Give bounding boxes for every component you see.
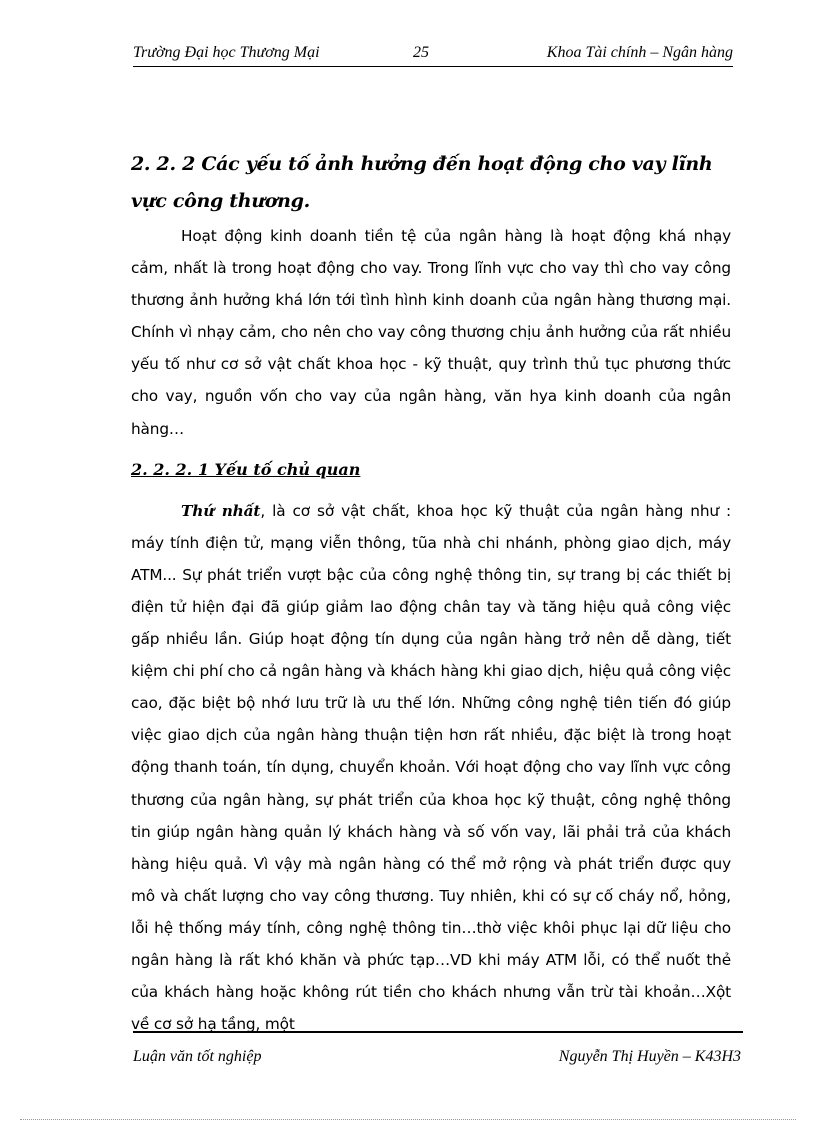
page-bottom-border — [20, 1119, 796, 1120]
section-heading: 2. 2. 2 Các yếu tố ảnh hưởng đến hoạt động cho vay lĩnh vực công thương. — [131, 153, 713, 212]
footer-divider — [133, 1031, 743, 1033]
header-school: Trường Đại học Thương Mại — [133, 44, 320, 61]
page-body — [131, 146, 731, 1040]
lead-term: Thứ nhất — [181, 501, 261, 520]
body-text: , là cơ sở vật chất, khoa học kỹ thuật của ngân hàng như : máy tính điện tử, mạng viễn thông, tũa nhà chi nhánh, phòng giao dịch, máy ATM... Sự phát triển vượt bậc của công nghệ thông tin, sự trang bị các thiết bị điện tử hiện đại đã giúp giảm lao động chân tay và tăng hiệu quả công việc gấp nhiều lần. Giúp hoạt động tín dụng của ngân hàng trở nên dễ dàng, tiết kiệm chi phí cho cả ngân hàng và khách hàng khi giao dịch, hiệu quả công việc cao, đặc biệt bộ nhớ lưu trữ là ưu thế lớn. Những công nghệ tiên tiến đó giúp việc giao dịch của ngân hàng thuận tiện hơn rất nhiều, đặc biệt là trong hoạt động thanh toán, tín dụng, chuyển khoản. Với hoạt động cho vay lĩnh vực công thương của ngân hàng, sự phát triển của khoa học kỹ thuật, công nghệ thông tin giúp ngân hàng quản lý khách hàng và số vốn vay, lãi phải trả của khách hàng hiệu quả. Vì vậy mà ngân hàng có thể mở rộng và phát triển được quy mô và chất lượng cho vay công thương. Tuy nhiên, khi có sự cố cháy nổ, hỏng, lỗi hệ thống máy tính, công nghệ thông tin…thờ việc khôi phục lại dữ liệu cho ngân hàng là rất khó khăn và phức tạp…VD khi máy ATM lỗi, có thể nuốt thẻ của khách hàng hoặc không rút tiền cho khách nhưng vẫn trừ tài khoản…Xột về cơ sở hạ tầng, một — [131, 501, 731, 1034]
footer-title: Luận văn tốt nghiệp — [133, 1048, 262, 1065]
header-divider — [133, 66, 733, 67]
page-header — [133, 40, 733, 66]
body-paragraph — [131, 495, 731, 1041]
header-faculty: Khoa Tài chính – Ngân hàng — [546, 44, 733, 61]
footer-author: Nguyễn Thị Huyền – K43H3 — [558, 1048, 741, 1065]
intro-paragraph: Hoạt động kinh doanh tiền tệ của ngân hàng là hoạt động khá nhạy cảm, nhất là trong hoạt động cho vay. Trong lĩnh vực cho vay thì cho vay công thương ảnh hưởng khá lớn tới tình hình kinh doanh của ngân hàng thương mại. Chính vì nhạy cảm, cho nên cho vay công thương chịu ảnh hưởng của rất nhiều yếu tố như cơ sở vật chất khoa học - kỹ thuật, quy trình thủ tục phương thức cho vay, nguồn vốn cho vay của ngân hàng, văn hya kinh doanh của ngân hàng… — [131, 227, 731, 438]
page-number: 25 — [413, 44, 429, 61]
subsection-heading: 2. 2. 2. 1 Yếu tố chủ quan — [131, 459, 361, 479]
